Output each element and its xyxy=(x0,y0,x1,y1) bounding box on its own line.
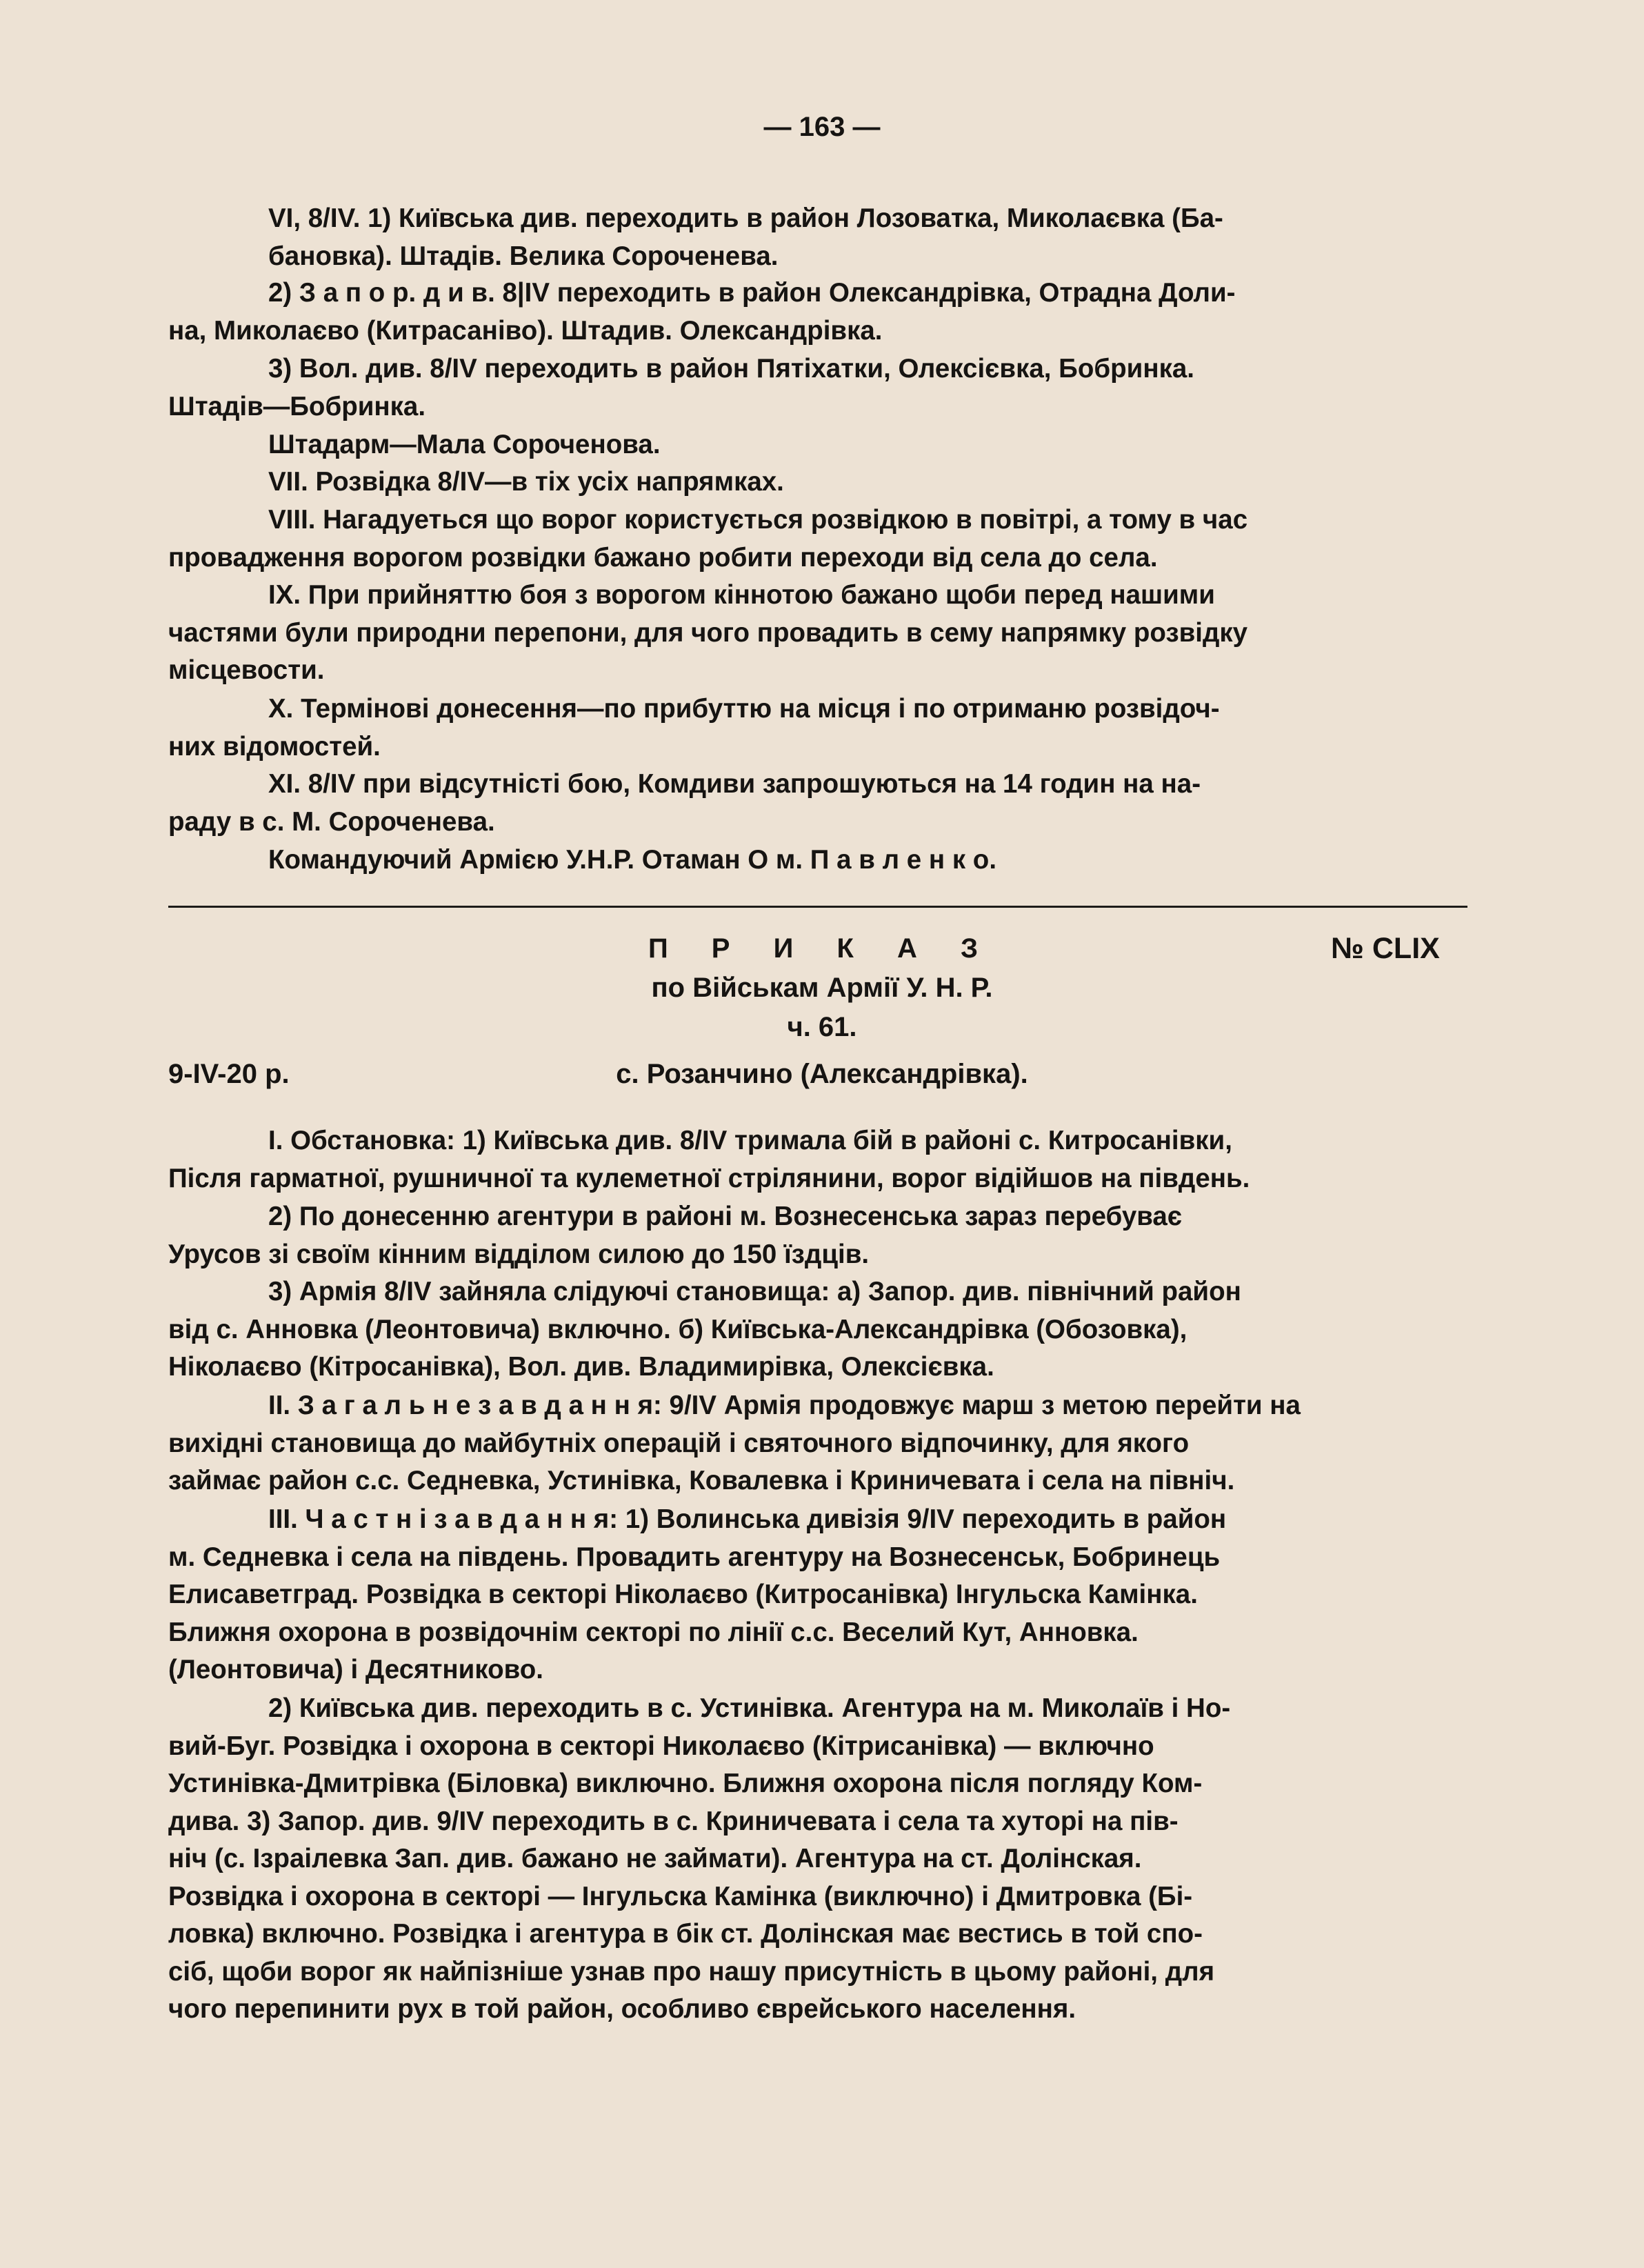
paragraph-vii: VII. Розвідка 8/IV—в тіх усіх напрямках. xyxy=(268,467,784,497)
paragraph-ix: IX. При прийняттю боя з ворогом кіннотою бажано щоби перед нашими частями були природни перепони, для чого провадить в сему напрямку розвідку місцевости. xyxy=(168,580,1248,685)
paragraph-zapor: 2) З а п о р. д и в. 8|IV переходить в район Олександрівка, Отрадна Доли- на, Миколаєво (Китрасаніво). Штадив. Олександрівка. xyxy=(168,278,1236,346)
order-paragraph-iii: III. Ч а с т н і з а в д а н н я: 1) Волинська дивізія 9/IV переходить в район м. Седневка і села на південь. Провадить агентуру на Вознесенськ, Бобринець Елисаветград. Розвідка в секторі Ніколаєво (Китросанівка) Інгульска Камінка. Ближня охорона в розвідочнім секторі по лінії с.с. Веселий Кут, Анновка. (Леонтовича) і Десятниково. xyxy=(168,1504,1227,1684)
order-date: 9-IV-20 р. xyxy=(168,1059,290,1089)
order-paragraph-kyiv: 2) Київська див. переходить в с. Устинівка. Агентура на м. Миколаїв і Но- вий-Буг. Розвідка і охорона в секторі Николаєво (Кітрисанівка) — включно Устинівка-Дмитрівка (Біловка) виключно. Ближня охорона після погляду Ком- дива. 3) Запор. див. 9/IV переходить в с. Криничевата і села та хуторі на пів- ніч (с. Ізраілевка Зап. див. бажано не займати). Агентура на ст. Долінская. Розвідка і охорона в секторі — Інгульска Камінка (виключно) і Дмитровка (Бі- ловка) включно. Розвідка і агентура в бік ст. Долінская має вестись в той спо- сіб, щоби ворог як найпізніше узнав про нашу присутність в цьому районі, для чого перепинити рух в той район, особливо єврейського населення. xyxy=(168,1693,1231,2024)
page-number: — 163 — xyxy=(763,112,881,142)
paragraph-x: X. Термінові донесення—по прибуттю на місця і по отриманю розвідоч- них відомостей. xyxy=(168,694,1220,762)
paragraph-shtadarm: Штадарм—Мала Сороченова. xyxy=(268,430,661,459)
order-paragraph-army: 3) Армія 8/IV зайняла слідуючі становища: а) Запор. див. північний район від с. Анновка (Леонтовича) включно. б) Київська-Александрівка (Обозовка), Ніколаєво (Кітросанівка), Вол. див. Владимирівка, Олексієвка. xyxy=(168,1277,1241,1382)
paragraph-vi: VI, 8/IV. 1) Київська див. переходить в район Лозоватка, Миколаєвка (Ба- бановка). Штадів. Велика Сороченева. xyxy=(268,203,1223,271)
order-part: ч. 61. xyxy=(787,1012,857,1042)
order-number: № CLIX xyxy=(1331,932,1440,965)
order-paragraph-i: I. Обстановка: 1) Київська див. 8/IV тримала бій в районі с. Китросанівки, Після гарматної, рушничної та кулеметної стрілянини, ворог відійшов на південь. xyxy=(168,1126,1250,1193)
order-paragraph-agentura: 2) По донесенню агентури в районі м. Вознесенська зараз перебуває Урусов зі своїм кінним відділом силою до 150 їздців. xyxy=(168,1202,1183,1269)
paragraph-viii: VIII. Нагадуеться що ворог користується розвідкою в повітрі, а тому в час провадження ворогом розвідки бажано робити переходи від села до села. xyxy=(168,505,1248,573)
section-divider xyxy=(168,906,1467,908)
order-subtitle: по Військам Армії У. Н. Р. xyxy=(651,973,993,1003)
paragraph-vol: 3) Вол. див. 8/IV переходить в район Пятіхатки, Олексієвка, Бобринка. Штадів—Бобринка. xyxy=(168,354,1194,421)
order-paragraph-ii: II. З а г а л ь н е з а в д а н н я: 9/IV Армія продовжує марш з метою перейти на вихідні становища до майбутніх операцій і святочного відпочинку, для якого займає район с.с. Седневка, Устинівка, Ковалевка і Криничевата і села на північ. xyxy=(168,1391,1301,1495)
signature-line: Командуючий Армією У.Н.Р. Отаман О м. П а в л е н к о. xyxy=(268,845,997,875)
paragraph-xi: XI. 8/IV при відсутністі бою, Комдиви запрошуються на 14 годин на на- раду в с. М. Сороченева. xyxy=(168,769,1201,837)
order-title: П Р И К А З xyxy=(648,933,996,964)
order-place: с. Розанчино (Александрівка). xyxy=(616,1059,1028,1089)
